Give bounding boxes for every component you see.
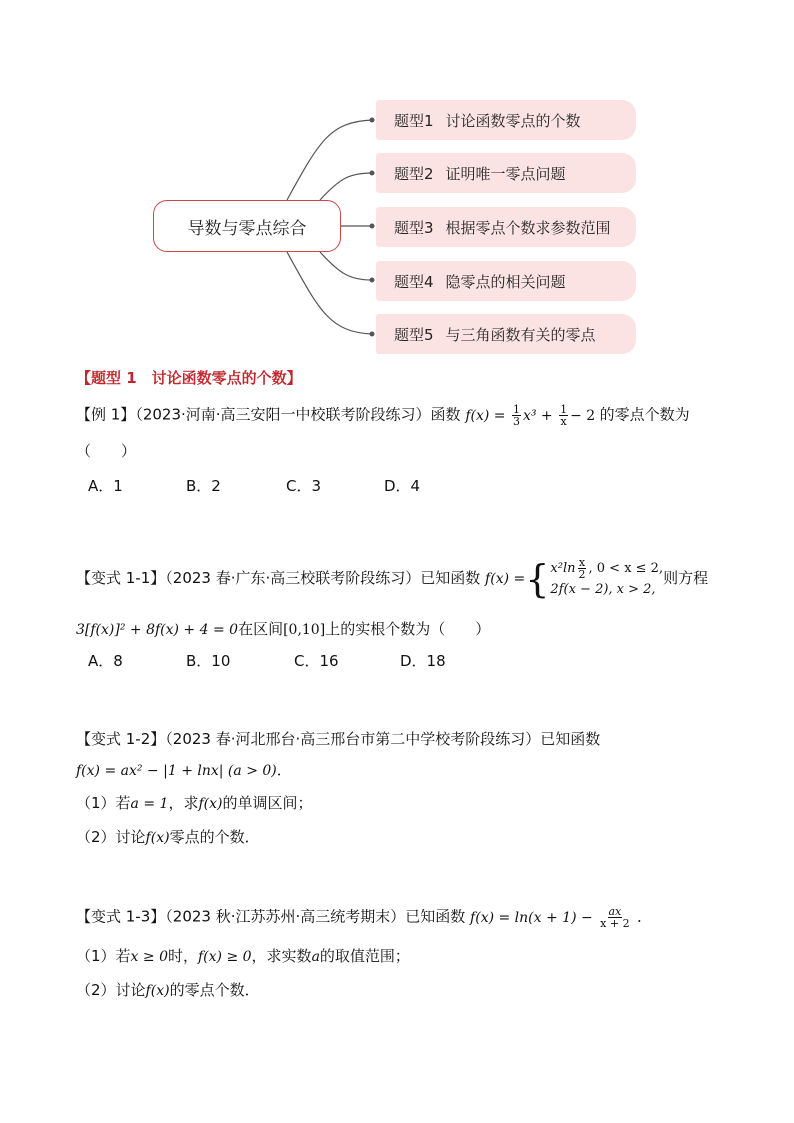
mindmap-branch-4 <box>376 261 636 301</box>
variant12-part2: （2）讨论f(x)零点的个数． <box>76 828 260 846</box>
variant13-part2: （2）讨论f(x)的零点个数． <box>76 981 260 999</box>
formula: f(x) = ln(x + 1) − $\frac{ax}{x + 2}$ <box>470 905 630 930</box>
variant11-choices <box>88 650 446 671</box>
question-tag: 【变式 1-3】 <box>76 907 166 926</box>
branch-number: 题型5 <box>394 325 434 344</box>
branch-number: 题型1 <box>394 111 434 130</box>
variant13-part1: （1）若x ≥ 0时，f(x) ≥ 0，求实数a的取值范围； <box>76 947 410 965</box>
branch-label: 证明唯一零点问题 <box>445 164 566 183</box>
choice-a[interactable]: A．1 <box>88 477 123 495</box>
variant12-part1: （1）若a = 1，求f(x)的单调区间； <box>76 794 313 812</box>
mindmap-branch-2 <box>376 153 636 193</box>
variant12-stem <box>76 729 600 749</box>
mindmap-branch-5 <box>376 314 636 354</box>
piecewise-formula: f(x) = { x²ln $\frac{x}{2}$ , 0 < x ≤ 2, 2f(x − 2), x > 2, <box>485 556 664 601</box>
question-tag: 【变式 1-2】 <box>76 730 166 748</box>
question-source: （2023·河南·高三安阳一中校联考阶段练习）函数 <box>135 405 461 424</box>
choice-d[interactable]: D．18 <box>400 652 446 670</box>
question-source: （2023 秋·江苏苏州·高三统考期末）已知函数 <box>165 907 466 926</box>
interval: [0,10] <box>283 622 326 638</box>
formula: f(x) = ax² − |1 + lnx| (a > 0) <box>76 763 277 779</box>
question-tag: 【变式 1-1】 <box>76 569 166 587</box>
question-tail: 则方程 <box>663 569 709 587</box>
answer-paren: （ ） <box>76 442 137 460</box>
branch-number: 题型4 <box>394 272 434 291</box>
example1-stem <box>76 404 690 427</box>
choice-c[interactable]: C．3 <box>286 477 322 495</box>
section-heading: 【题型 1 讨论函数零点的个数】 <box>76 369 302 387</box>
mindmap-branch-1 <box>376 100 636 140</box>
branch-number: 题型2 <box>394 164 434 183</box>
equation: 3[f(x)]² + 8f(x) + 4 = 0 <box>76 622 239 638</box>
branch-number: 题型3 <box>394 218 434 237</box>
choice-d[interactable]: D．4 <box>384 477 421 495</box>
question-source: （2023 春·广东·高三校联考阶段练习）已知函数 <box>165 569 481 587</box>
choice-a[interactable]: A．8 <box>88 652 123 670</box>
choice-c[interactable]: C．16 <box>294 652 339 670</box>
mindmap-branch-3 <box>376 207 636 247</box>
formula: f(x) = $\frac{1}{3}$ x³ + $\frac{1}{x}$ − 2 <box>465 403 596 428</box>
question-tail: 的零点个数为 <box>599 405 690 424</box>
branch-label: 与三角函数有关的零点 <box>445 325 596 344</box>
variant11-stem <box>76 556 708 601</box>
variant12-formula-line: f(x) = ax² − |1 + lnx| (a > 0)． <box>76 761 292 779</box>
branch-label: 隐零点的相关问题 <box>445 272 566 291</box>
variant11-equation-line: 3[f(x)]² + 8f(x) + 4 = 0在区间[0,10]上的实根个数为（ ） <box>76 620 491 638</box>
question-tag: 【例 1】 <box>76 405 136 424</box>
variant13-stem: 【变式 1-3】（2023 秋·江苏苏州·高三统考期末）已知函数 f(x) = ln(x + 1) − $\frac{ax}{x + 2}$ ． <box>76 905 653 930</box>
choice-b[interactable]: B．2 <box>186 477 221 495</box>
choice-b[interactable]: B．10 <box>186 652 231 670</box>
example1-choices <box>88 475 420 496</box>
branch-label: 讨论函数零点的个数 <box>445 111 581 130</box>
branch-label: 根据零点个数求参数范围 <box>445 218 611 237</box>
mindmap-root: 导数与零点综合 <box>153 200 341 252</box>
question-source: （2023 春·河北邢台·高三邢台市第二中学校考阶段练习）已知函数 <box>165 730 601 748</box>
